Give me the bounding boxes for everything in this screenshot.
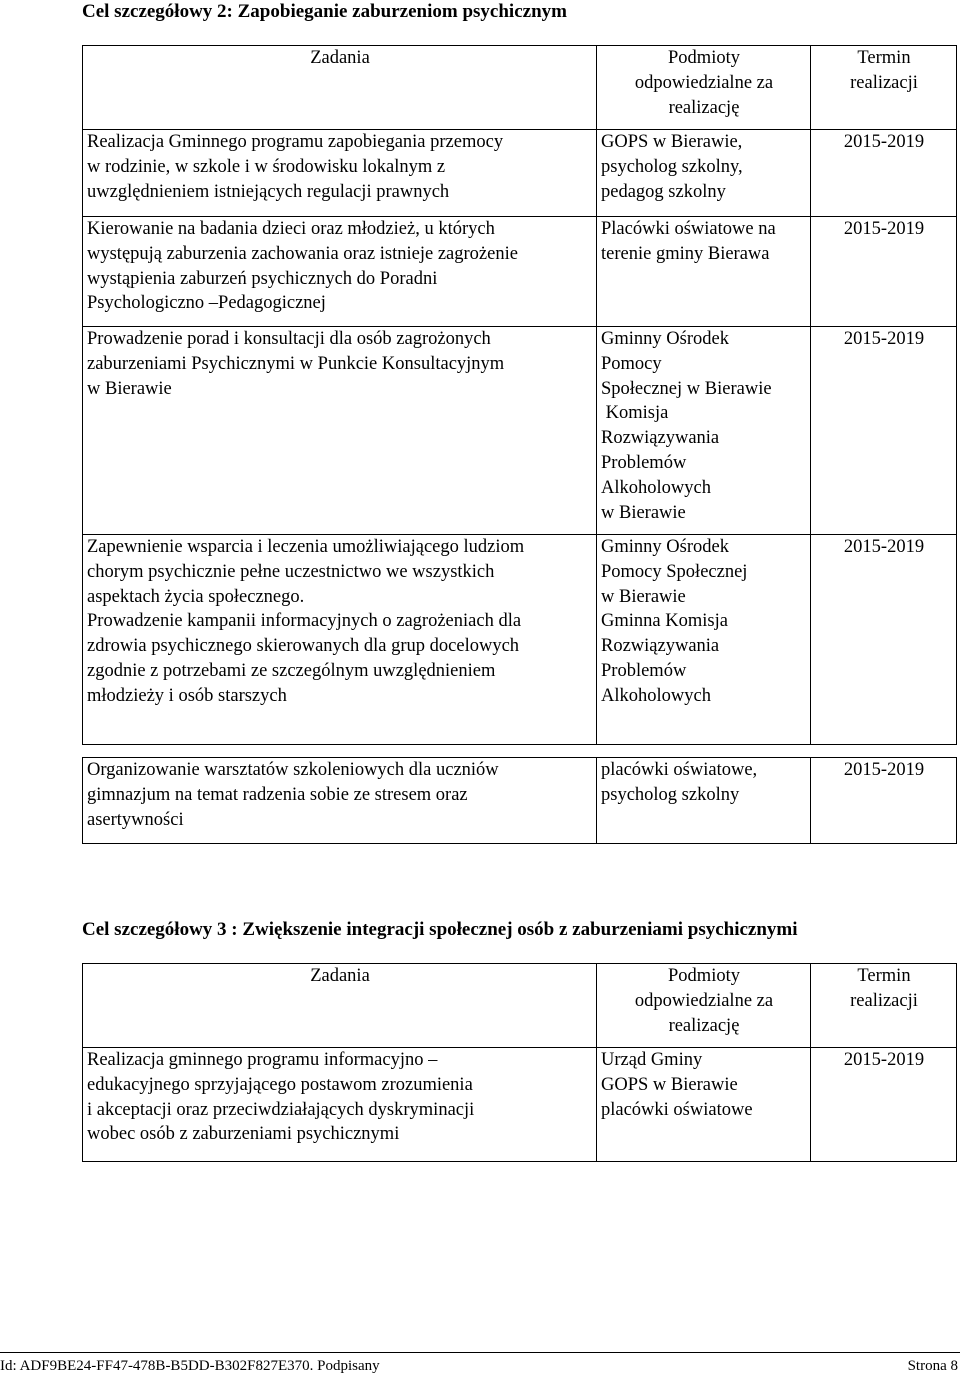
document-id-text: Id: ADF9BE24-FF47-478B-B5DD-B302F827E370. Podpisany [0,1358,380,1374]
table-row [83,217,957,327]
header-deadline-line: realizacji [850,990,918,1011]
term-cell [811,130,957,217]
header-tasks-label: Zadania [310,966,370,986]
header-entities-line: odpowiedzialne za [634,990,774,1011]
task-line: gimnazjum na temat radzenia sobie ze stresem oraz [87,784,468,805]
header-entities [597,964,811,1048]
entity-line: Pomocy [601,353,662,374]
header-tasks [83,46,597,130]
entity-cell [597,1048,811,1162]
entity-line: GOPS w Bierawie, [601,132,743,152]
entity-cell [597,327,811,535]
term-value: 2015-2019 [843,132,925,152]
goal-2-tasks-table [82,45,957,745]
header-entities-line: realizację [668,1015,740,1036]
entity-line: terenie gminy Bierawa [601,243,770,264]
task-line: chorym psychicznie pełne uczestnictwo we wszystkich [87,561,495,582]
entity-line: Gminny Ośrodek [601,537,729,557]
task-cell [83,758,597,844]
goal-2-extra-table [82,757,957,844]
task-line: w rodzinie, w szkole i w środowisku lokalnym z [87,156,446,177]
term-value: 2015-2019 [843,219,925,239]
header-deadline-line: Termin [857,48,911,68]
term-cell [811,758,957,844]
term-cell [811,327,957,535]
task-line: Organizowanie warsztatów szkoleniowych dla uczniów [87,760,499,780]
term-value: 2015-2019 [843,329,925,349]
task-line: edukacyjnego sprzyjającego postawom zrozumienia [87,1074,473,1095]
entity-line: Placówki oświatowe na [601,219,776,239]
task-line: w Bierawie [87,378,172,399]
entity-line: Problemów [601,452,687,473]
header-entities-line: Podmioty [668,966,740,986]
task-line: wystąpienia zaburzeń psychicznych do Poradni [87,268,438,289]
task-line: i akceptacji oraz przeciwdziałających dyskryminacji [87,1099,475,1120]
entity-cell [597,758,811,844]
entity-line: Pomocy Społecznej [601,561,748,582]
entity-line: w Bierawie [601,502,686,523]
section-heading-goal-3: Cel szczegółowy 3 : Zwiększenie integracji społecznej osób z zaburzeniami psychicznymi [82,919,798,940]
task-line: Kierowanie na badania dzieci oraz młodzież, u których [87,219,495,239]
entity-line: Problemów [601,660,687,681]
term-cell [811,217,957,327]
task-line: Prowadzenie kampanii informacyjnych o zagrożeniach dla [87,611,522,632]
task-line: Realizacja Gminnego programu zapobiegania przemocy [87,132,504,152]
header-deadline [811,964,957,1048]
entity-line: psycholog szkolny [601,784,740,805]
task-cell [83,1048,597,1162]
entity-line: pedagog szkolny [601,181,726,202]
entity-line: Alkoholowych [601,477,711,498]
task-line: Psychologiczno –Pedagogicznej [87,293,326,314]
entity-line: Rozwiązywania [601,428,720,449]
page-number: Strona 8 [907,1358,958,1374]
term-value: 2015-2019 [843,760,925,780]
term-cell [811,535,957,745]
table-row [83,758,957,844]
task-cell [83,217,597,327]
task-line: zgodnie z potrzebami ze szczególnym uwzględnieniem [87,660,496,681]
entity-line: Gminny Ośrodek [601,329,729,349]
table-row [83,130,957,217]
task-cell [83,130,597,217]
entity-line: placówki oświatowe, [601,760,758,780]
header-tasks-label: Zadania [310,48,370,68]
task-line: zdrowia psychicznego skierowanych dla grup docelowych [87,636,520,657]
task-line: aspektach życia społecznego. [87,586,305,607]
goal-3-tasks-table [82,963,957,1162]
table-row [83,535,957,745]
table-header-row [83,964,957,1048]
header-entities-line: odpowiedzialne za [634,72,774,93]
task-line: asertywności [87,809,184,830]
entity-line: psycholog szkolny, [601,156,743,177]
task-line: uwzględnieniem istniejących regulacji prawnych [87,181,450,202]
task-cell [83,327,597,535]
task-line: Zapewnienie wsparcia i leczenia umożliwiającego ludziom [87,537,525,557]
entity-line: GOPS w Bierawie [601,1074,738,1095]
task-line: Realizacja gminnego programu informacyjno – [87,1050,438,1070]
term-cell [811,1048,957,1162]
entity-cell [597,217,811,327]
header-entities-line: Podmioty [668,48,740,68]
task-line: zaburzeniami Psychicznymi w Punkcie Konsultacyjnym [87,353,505,374]
header-deadline-line: Termin [857,966,911,986]
task-cell [83,535,597,745]
table-header-row [83,46,957,130]
entity-line: Gminna Komisja [601,611,728,632]
header-tasks [83,964,597,1048]
section-heading-goal-2: Cel szczegółowy 2: Zapobieganie zaburzeniom psychicznym [82,1,567,22]
entity-line: Urząd Gminy [601,1050,703,1070]
task-line: Prowadzenie porad i konsultacji dla osób zagrożonych [87,329,491,349]
entity-line: Alkoholowych [601,685,711,706]
task-line: wobec osób z zaburzeniami psychicznymi [87,1124,400,1145]
page-footer [0,1352,960,1379]
header-deadline-line: realizacji [850,72,918,93]
entity-line: Rozwiązywania [601,636,720,657]
table-row [83,1048,957,1162]
term-value: 2015-2019 [843,1050,925,1070]
table-row [83,327,957,535]
entity-line: placówki oświatowe [601,1099,753,1120]
header-deadline [811,46,957,130]
header-entities [597,46,811,130]
entity-line: Komisja [601,403,669,424]
term-value: 2015-2019 [843,537,925,557]
entity-line: Społecznej w Bierawie [601,378,772,399]
header-entities-line: realizację [668,97,740,118]
entity-line: w Bierawie [601,586,686,607]
entity-cell [597,535,811,745]
task-line: młodzieży i osób starszych [87,685,287,706]
entity-cell [597,130,811,217]
task-line: występują zaburzenia zachowania oraz istnieje zagrożenie [87,243,518,264]
